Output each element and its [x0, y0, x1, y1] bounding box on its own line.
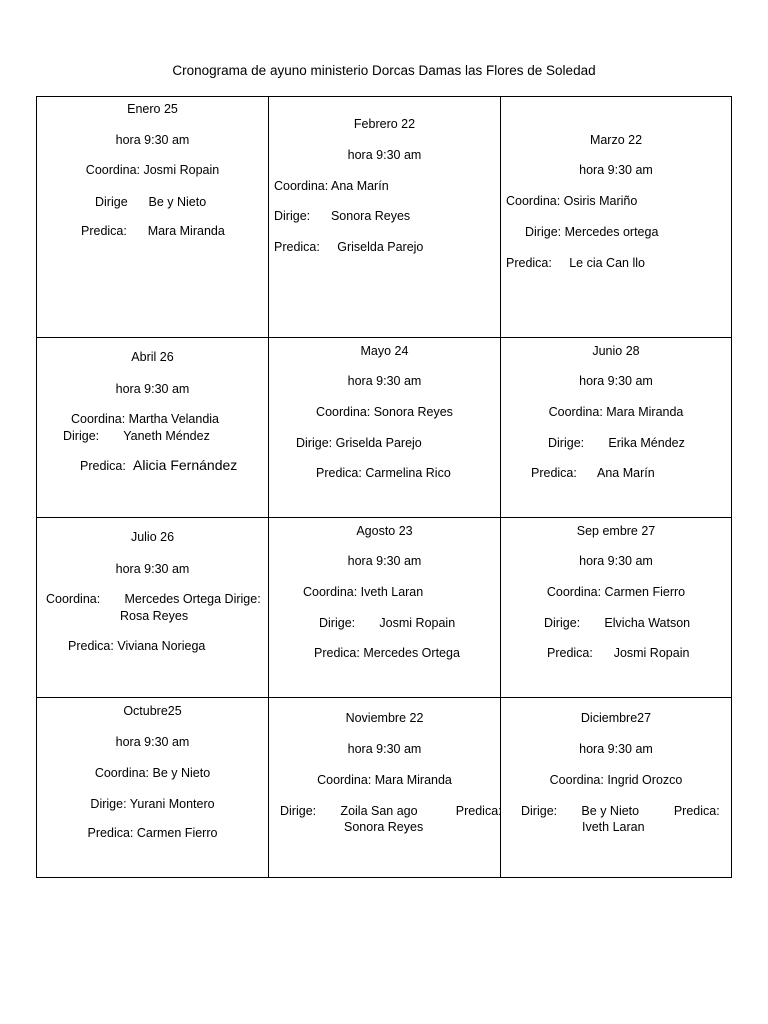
- month-dirige-name: Rosa Reyes: [120, 609, 189, 623]
- month-dirige-predica: Dirige: Be y Nieto Predica:: [521, 804, 720, 818]
- month-dirige: Dirige: Sonora Reyes: [274, 209, 411, 223]
- month-predica: Predica: Josmi Ropain: [547, 646, 690, 660]
- month-dirige: Dirige: Yaneth Méndez: [63, 429, 210, 443]
- month-name: Marzo 22: [589, 133, 643, 147]
- month-hora: hora 9:30 am: [579, 163, 653, 177]
- month-cell-enero: [37, 97, 269, 338]
- month-hora: hora 9:30 am: [347, 148, 422, 162]
- month-hora: hora 9:30 am: [115, 735, 190, 749]
- month-coordina: Coordina: Carmen Fierro: [546, 585, 686, 599]
- month-dirige: Dirige Be y Nieto: [95, 195, 207, 209]
- month-hora: hora 9:30 am: [347, 554, 422, 568]
- month-dirige-predica: Dirige: Zoila San ago Predica:: [280, 804, 502, 818]
- month-hora: hora 9:30 am: [579, 374, 653, 388]
- month-dirige: Dirige: Josmi Ropain: [319, 616, 456, 630]
- month-coordina: Coordina: Sonora Reyes: [316, 405, 453, 419]
- month-hora: hora 9:30 am: [347, 374, 422, 388]
- month-cell-marzo: [501, 97, 731, 338]
- month-predica: Predica: Carmelina Rico: [316, 466, 451, 480]
- month-dirige: Dirige: Erika Méndez: [548, 436, 685, 450]
- month-hora: hora 9:30 am: [579, 554, 653, 568]
- month-name: Octubre25: [123, 704, 182, 718]
- month-dirige: Dirige: Yurani Montero: [90, 797, 215, 811]
- month-predica: Predica: Carmen Fierro: [87, 826, 218, 840]
- month-name: Diciembre27: [580, 711, 652, 725]
- month-cell-diciembre: [501, 698, 731, 877]
- month-predica-name: Alicia Fernández: [133, 457, 238, 473]
- month-predica-name: Sonora Reyes: [344, 820, 424, 834]
- month-cell-abril: [37, 338, 269, 518]
- month-coordina: Coordina: Iveth Laran: [303, 585, 424, 599]
- month-coordina: Coordina: Martha Velandia: [71, 412, 220, 426]
- month-cell-julio: [37, 518, 269, 698]
- month-name: Enero 25: [127, 102, 178, 116]
- month-cell-noviembre: [269, 698, 501, 877]
- month-name: Mayo 24: [360, 344, 409, 358]
- month-dirige: Dirige: Mercedes ortega: [525, 225, 659, 239]
- month-dirige: Dirige: Elvicha Watson: [544, 616, 691, 630]
- month-hora: hora 9:30 am: [579, 742, 653, 756]
- month-predica: Predica: Mercedes Ortega: [314, 646, 460, 660]
- month-name: Agosto 23: [356, 524, 413, 538]
- month-predica: Predica: Ana Marín: [531, 466, 655, 480]
- month-name: Julio 26: [130, 530, 175, 544]
- month-name: Febrero 22: [353, 117, 416, 131]
- month-cell-agosto: [269, 518, 501, 698]
- month-cell-mayo: [269, 338, 501, 518]
- month-predica-name: Iveth Laran: [582, 820, 645, 834]
- month-cell-octubre: [37, 698, 269, 877]
- month-predica-label: Predica:: [80, 459, 126, 473]
- month-coordina: Coordina: Ingrid Orozco: [549, 773, 683, 787]
- month-hora: hora 9:30 am: [115, 133, 190, 147]
- month-coordina: Coordina: Ana Marín: [274, 179, 389, 193]
- month-predica: Predica: Viviana Noriega: [68, 639, 206, 653]
- month-coordina: Coordina: Mara Miranda: [317, 773, 452, 787]
- month-coordina: Coordina: Be y Nieto: [94, 766, 211, 780]
- month-cell-septiembre: [501, 518, 731, 698]
- month-dirige: Dirige: Griselda Parejo: [296, 436, 422, 450]
- month-coordina: Coordina: Osiris Mariño: [506, 194, 638, 208]
- month-cell-junio: [501, 338, 731, 518]
- month-coordina-dirige: Coordina: Mercedes Ortega Dirige:: [46, 592, 261, 606]
- month-name: Sep embre 27: [576, 524, 656, 538]
- month-predica: Predica: Mara Miranda: [81, 224, 225, 238]
- document-title: Cronograma de ayuno ministerio Dorcas Damas las Flores de Soledad: [172, 63, 596, 78]
- month-hora: hora 9:30 am: [115, 562, 190, 576]
- month-predica: Predica: Griselda Parejo: [274, 240, 424, 254]
- month-name: Abril 26: [131, 350, 174, 364]
- month-hora: hora 9:30 am: [347, 742, 422, 756]
- month-cell-febrero: [269, 97, 501, 338]
- month-name: Junio 28: [592, 344, 640, 358]
- month-coordina: Coordina: Mara Miranda: [548, 405, 684, 419]
- month-hora: hora 9:30 am: [115, 382, 190, 396]
- month-coordina: Coordina: Josmi Ropain: [85, 163, 220, 177]
- month-name: Noviembre 22: [345, 711, 424, 725]
- schedule-table: [36, 96, 732, 878]
- month-predica: Predica: Le cia Can llo: [506, 256, 645, 270]
